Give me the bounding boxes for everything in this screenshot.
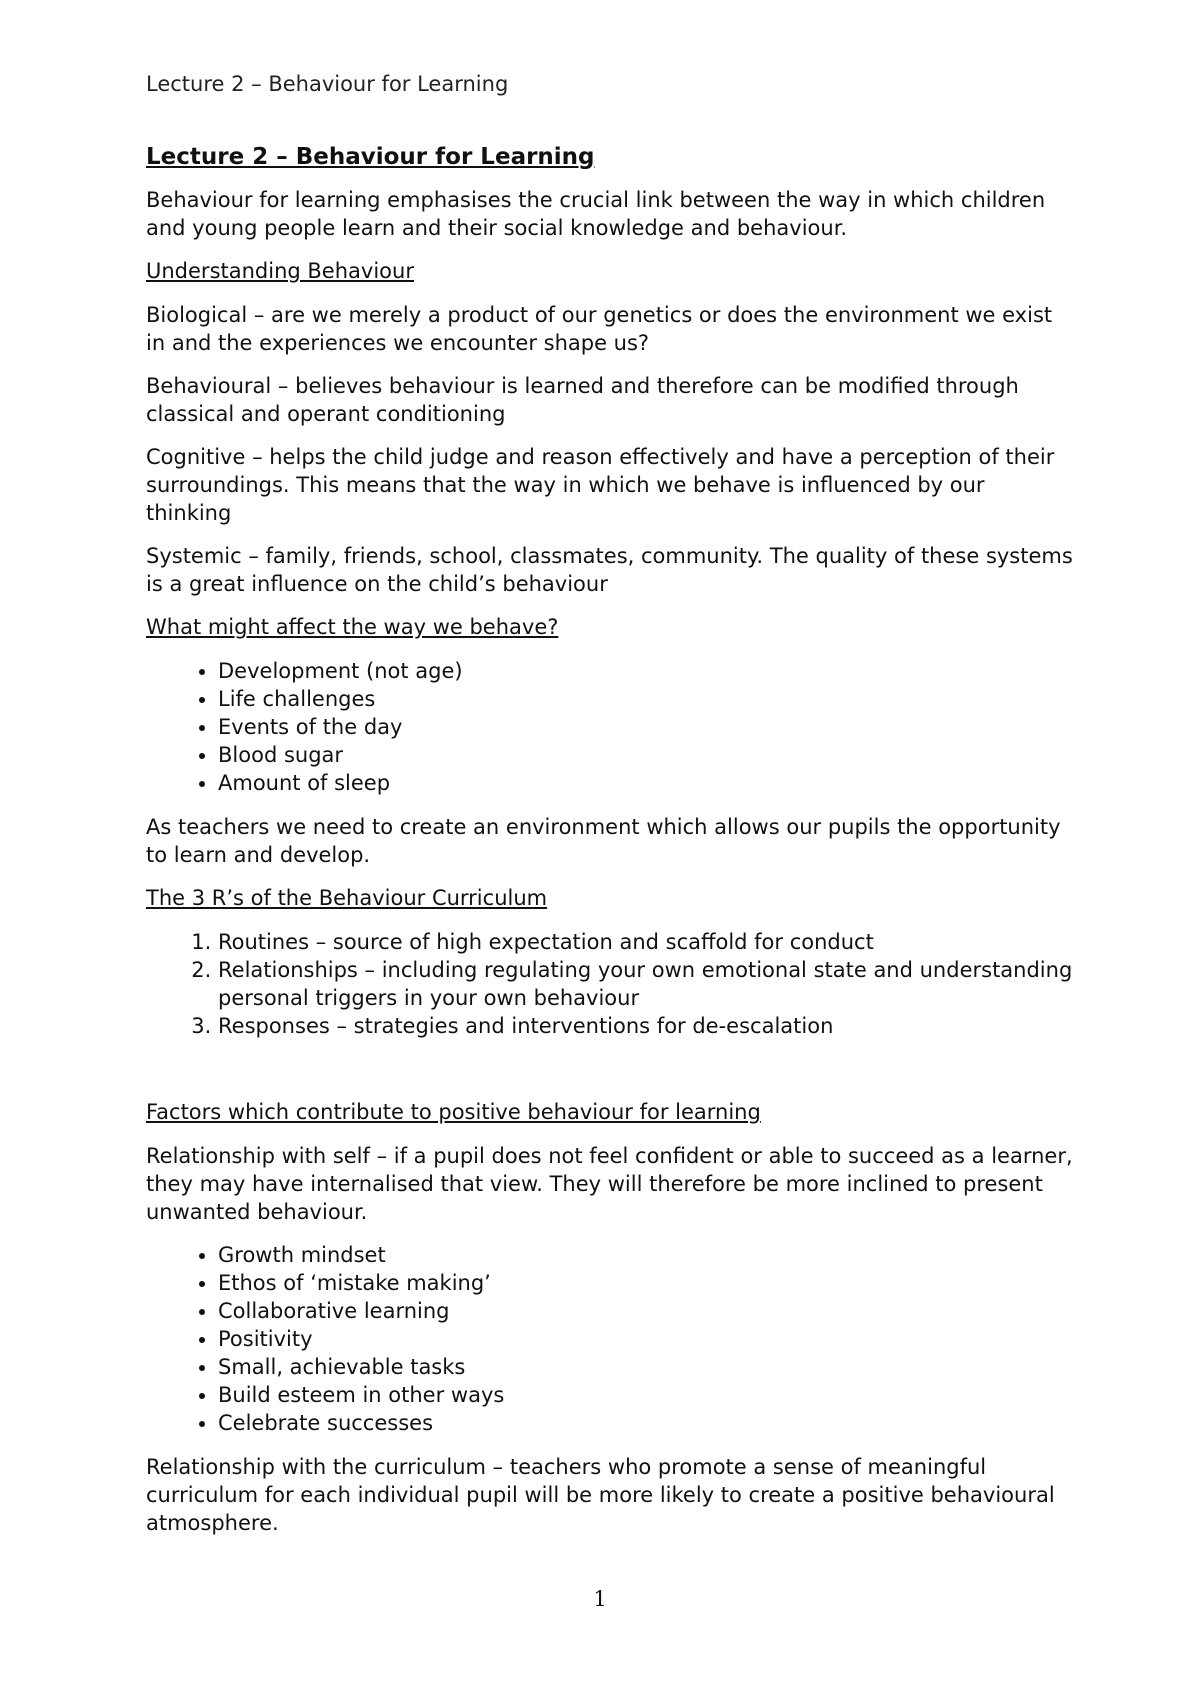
list-item: • Small, achievable tasks	[218, 1353, 1076, 1381]
three-rs-heading: The 3 R’s of the Behaviour Curriculum	[146, 886, 548, 910]
list-item: • Amount of sleep	[218, 769, 1076, 797]
list-item: • Development (not age)	[218, 657, 1076, 685]
relationship-self-paragraph: Relationship with self – if a pupil does not feel confident or able to succeed as a learner, they may have internalised that view. They will therefore be more inclined to present unwanted behaviour.	[146, 1144, 1073, 1224]
biological-paragraph: Biological – are we merely a product of our genetics or does the environment we exist in and the experiences we encounter shape us?	[146, 303, 1053, 355]
page-number: 1	[593, 1587, 607, 1611]
systemic-paragraph: Systemic – family, friends, school, classmates, community. The quality of these systems is a great influence on the child’s behaviour	[146, 544, 1073, 596]
list-item: • Build esteem in other ways	[218, 1381, 1076, 1409]
list-item: • Collaborative learning	[218, 1297, 1076, 1325]
intro-paragraph: Behaviour for learning emphasises the crucial link between the way in which children and young people learn and their social knowledge and behaviour.	[146, 188, 1046, 240]
list-item: • Blood sugar	[218, 741, 1076, 769]
relationship-curriculum-paragraph: Relationship with the curriculum – teachers who promote a sense of meaningful curriculum for each individual pupil will be more likely to create a positive behavioural atmosphere.	[146, 1455, 1055, 1535]
three-rs-list	[146, 928, 1076, 1040]
list-item: • Celebrate successes	[218, 1409, 1076, 1437]
teachers-paragraph: As teachers we need to create an environment which allows our pupils the opportunity to learn and develop.	[146, 815, 1061, 867]
list-item: • Ethos of ‘mistake making’	[218, 1269, 1076, 1297]
affect-behaviour-heading: What might affect the way we behave?	[146, 615, 559, 639]
factors-heading: Factors which contribute to positive behaviour for learning	[146, 1100, 761, 1124]
self-strategies-list	[146, 1241, 1076, 1437]
understanding-behaviour-heading: Understanding Behaviour	[146, 259, 414, 283]
list-item: 2. Relationships – including regulating your own emotional state and understanding personal triggers in your own behaviour	[218, 956, 1076, 1012]
section-spacer	[146, 1056, 1076, 1098]
list-item: 3. Responses – strategies and interventions for de-escalation	[218, 1012, 1076, 1040]
list-item: • Positivity	[218, 1325, 1076, 1353]
behavioural-paragraph: Behavioural – believes behaviour is learned and therefore can be modified through classical and operant conditioning	[146, 374, 1019, 426]
document-title: Lecture 2 – Behaviour for Learning	[146, 144, 595, 170]
document-body	[146, 142, 1076, 1552]
list-item: • Life challenges	[218, 685, 1076, 713]
list-item: 1. Routines – source of high expectation and scaffold for conduct	[218, 928, 1076, 956]
list-item: • Events of the day	[218, 713, 1076, 741]
list-item: • Growth mindset	[218, 1241, 1076, 1269]
running-header: Lecture 2 – Behaviour for Learning	[146, 72, 509, 96]
affect-list	[146, 657, 1076, 797]
cognitive-paragraph: Cognitive – helps the child judge and reason effectively and have a perception of their surroundings. This means that the way in which we behave is influenced by our thinking	[146, 445, 1055, 525]
